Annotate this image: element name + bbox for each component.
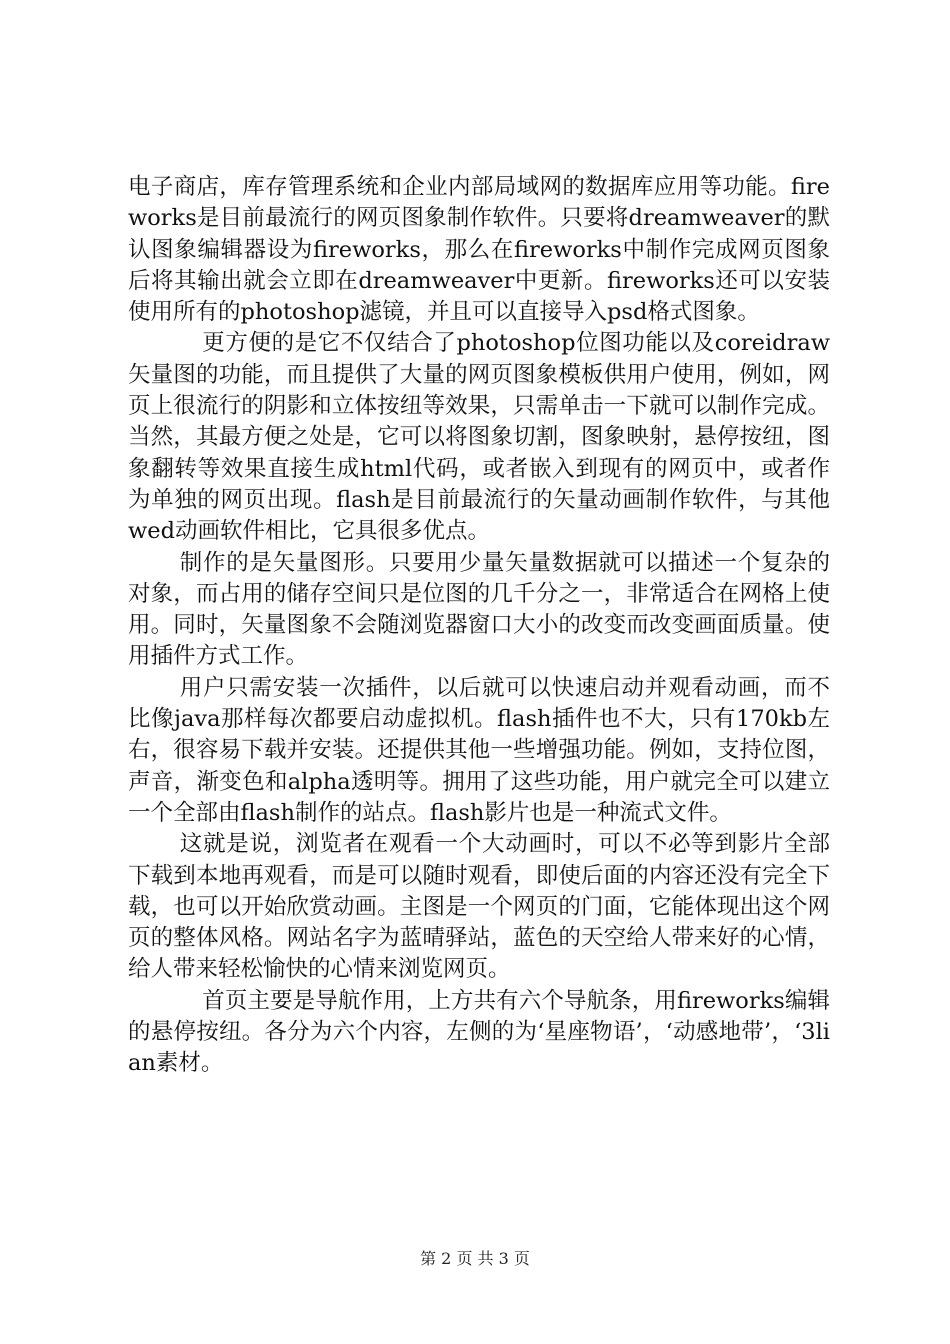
paragraph-3: 制作的是矢量图形。只要用少量矢量数据就可以描述一个复杂的对象，而占用的储存空间只是位图的几千分之一，非常适合在网格上使用。同时，矢量图象不会随浏览器窗口大小的改变而改变画面质量。使用插件方式工作。 bbox=[128, 549, 830, 670]
document-body bbox=[128, 172, 830, 1080]
paragraph-5: 这就是说，浏览者在观看一个大动画时，可以不必等到影片全部下载到本地再观看，而是可以随时观看，即使后面的内容还没有完全下载，也可以开始欣赏动画。主图是一个网页的门面，它能体现出这个网页的整体风格。网站名字为蓝晴驿站，蓝色的天空给人带来好的心情，给人带来轻松愉快的心情来浏览网页。 bbox=[128, 831, 830, 983]
paragraph-6: 首页主要是导航作用，上方共有六个导航条，用fireworks编辑的悬停按纽。各分为六个内容，左侧的为‘星座物语’，‘动感地带’，‘3lian素材。 bbox=[128, 987, 830, 1077]
paragraph-2: 更方便的是它不仅结合了photoshop位图功能以及coreidraw矢量图的功能，而且提供了大量的网页图象模板供用户使用，例如，网页上很流行的阴影和立体按纽等效果，只需单击一下就可以制作完成。当然，其最方便之处是，它可以将图象切割，图象映射，悬停按纽，图象翻转等效果直接生成html代码，或者嵌入到现有的网页中，或者作为单独的网页出现。flash是目前最流行的矢量动画制作软件，与其他wed动画软件相比，它具很多优点。 bbox=[128, 330, 830, 545]
paragraph-4: 用户只需安装一次插件，以后就可以快速启动并观看动画，而不比像java那样每次都要启动虚拟机。flash插件也不大，只有170kb左右，很容易下载并安装。还提供其他一些增强功能。例如，支持位图，声音，渐变色和alpha透明等。拥用了这些功能，用户就完全可以建立一个全部由flash制作的站点。flash影片也是一种流式文件。 bbox=[128, 674, 830, 826]
paragraph-1: 电子商店，库存管理系统和企业内部局域网的数据库应用等功能。fireworks是目前最流行的网页图象制作软件。只要将dreamweaver的默认图象编辑器设为fireworks，那么在fireworks中制作完成网页图象后将其输出就会立即在dreamweaver中更新。fireworks还可以安装使用所有的photoshop滤镜，并且可以直接导入psd格式图象。 bbox=[128, 174, 830, 326]
page-number-footer: 第 2 页 共 3 页 bbox=[420, 1249, 530, 1268]
